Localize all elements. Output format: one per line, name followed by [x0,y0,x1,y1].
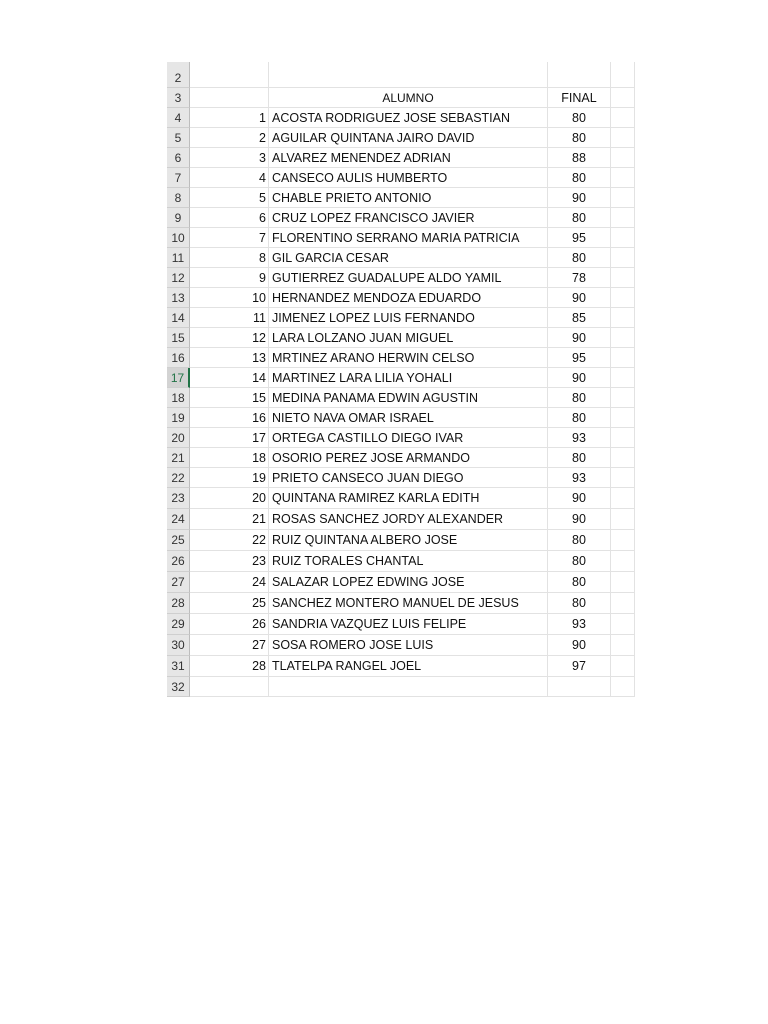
student-name-cell[interactable]: SANDRIA VAZQUEZ LUIS FELIPE [269,614,548,635]
final-grade-cell[interactable]: 90 [548,288,611,308]
student-number-cell[interactable]: 14 [190,368,269,388]
student-rows [167,108,635,677]
cell[interactable] [611,572,635,593]
row-number[interactable]: 27 [167,572,190,593]
cell[interactable] [611,488,635,509]
final-grade-cell[interactable]: 90 [548,368,611,388]
cell[interactable] [611,228,635,248]
student-number-cell[interactable]: 5 [190,188,269,208]
student-number-cell[interactable]: 10 [190,288,269,308]
student-name-cell[interactable]: ALVAREZ MENENDEZ ADRIAN [269,148,548,168]
table-row [167,168,635,188]
final-grade-cell[interactable]: 90 [548,328,611,348]
cell[interactable] [611,635,635,656]
final-grade-cell[interactable]: 97 [548,656,611,677]
row-number[interactable]: 14 [167,308,190,328]
student-number-cell[interactable]: 11 [190,308,269,328]
row-number[interactable]: 24 [167,509,190,530]
student-number-cell[interactable]: 25 [190,593,269,614]
student-number-cell[interactable]: 13 [190,348,269,368]
student-name-cell[interactable]: SOSA ROMERO JOSE LUIS [269,635,548,656]
student-number-cell[interactable]: 6 [190,208,269,228]
final-grade-cell[interactable]: 80 [548,108,611,128]
table-row [167,572,635,593]
cell[interactable] [611,268,635,288]
student-number-cell[interactable]: 17 [190,428,269,448]
final-grade-cell[interactable]: 93 [548,468,611,488]
table-row [167,108,635,128]
cell[interactable] [611,148,635,168]
blank-row [167,68,635,88]
student-number-cell[interactable]: 22 [190,530,269,551]
student-number-cell[interactable]: 28 [190,656,269,677]
row-number[interactable]: 28 [167,593,190,614]
cell[interactable] [611,551,635,572]
row-number[interactable]: 8 [167,188,190,208]
row-number[interactable]: 23 [167,488,190,509]
final-header[interactable]: FINAL [548,88,611,108]
cell[interactable] [611,248,635,268]
cell[interactable] [611,68,635,88]
final-grade-cell[interactable]: 80 [548,208,611,228]
final-grade-cell[interactable]: 80 [548,168,611,188]
student-name-cell[interactable]: ORTEGA CASTILLO DIEGO IVAR [269,428,548,448]
row-number[interactable]: 15 [167,328,190,348]
student-name-cell[interactable]: MARTINEZ LARA LILIA YOHALI [269,368,548,388]
student-name-cell[interactable]: RUIZ QUINTANA ALBERO JOSE [269,530,548,551]
cell[interactable] [190,68,269,88]
student-number-cell[interactable]: 18 [190,448,269,468]
student-number-cell[interactable]: 8 [190,248,269,268]
final-grade-cell[interactable]: 80 [548,593,611,614]
student-number-cell[interactable]: 3 [190,148,269,168]
row-number[interactable]: 11 [167,248,190,268]
empty-last-row [167,677,635,697]
row-number[interactable]: 2 [167,68,190,88]
row-number[interactable]: 18 [167,388,190,408]
student-name-cell[interactable]: PRIETO CANSECO JUAN DIEGO [269,468,548,488]
student-number-cell[interactable]: 4 [190,168,269,188]
cell[interactable] [611,308,635,328]
student-name-cell[interactable]: LARA LOLZANO JUAN MIGUEL [269,328,548,348]
student-name-cell[interactable]: NIETO NAVA OMAR ISRAEL [269,408,548,428]
final-grade-cell[interactable]: 80 [548,530,611,551]
student-number-cell[interactable]: 19 [190,468,269,488]
table-row [167,530,635,551]
cell[interactable] [611,128,635,148]
student-name-cell[interactable]: MRTINEZ ARANO HERWIN CELSO [269,348,548,368]
cell[interactable] [611,188,635,208]
row-number[interactable]: 10 [167,228,190,248]
cell[interactable] [611,168,635,188]
table-row [167,368,635,388]
student-number-cell[interactable]: 12 [190,328,269,348]
student-name-cell[interactable]: MEDINA PANAMA EDWIN AGUSTIN [269,388,548,408]
cell[interactable] [611,448,635,468]
student-number-cell[interactable]: 1 [190,108,269,128]
student-number-cell[interactable]: 9 [190,268,269,288]
student-name-cell[interactable]: OSORIO PEREZ JOSE ARMANDO [269,448,548,468]
final-grade-cell[interactable]: 80 [548,248,611,268]
table-row [167,328,635,348]
final-grade-cell[interactable]: 80 [548,128,611,148]
cell[interactable] [611,677,635,697]
table-row [167,635,635,656]
cell[interactable] [548,68,611,88]
row-number[interactable]: 19 [167,408,190,428]
cell[interactable] [269,677,548,697]
row-number[interactable]: 4 [167,108,190,128]
cell[interactable] [611,408,635,428]
cell[interactable] [611,108,635,128]
final-grade-cell[interactable]: 80 [548,448,611,468]
final-grade-cell[interactable]: 95 [548,348,611,368]
row-number[interactable]: 3 [167,88,190,108]
final-grade-cell[interactable]: 90 [548,635,611,656]
student-name-cell[interactable]: CRUZ LOPEZ FRANCISCO JAVIER [269,208,548,228]
student-name-cell[interactable]: RUIZ TORALES CHANTAL [269,551,548,572]
row-number[interactable]: 7 [167,168,190,188]
row-number[interactable]: 30 [167,635,190,656]
table-row [167,248,635,268]
table-row [167,509,635,530]
final-grade-cell[interactable]: 80 [548,551,611,572]
student-number-cell[interactable]: 7 [190,228,269,248]
table-row [167,448,635,468]
cell[interactable] [190,88,269,108]
table-row [167,148,635,168]
row-number[interactable]: 9 [167,208,190,228]
final-grade-cell[interactable]: 88 [548,148,611,168]
table-row [167,614,635,635]
student-name-cell[interactable]: JIMENEZ LOPEZ LUIS FERNANDO [269,308,548,328]
row-number[interactable]: 22 [167,468,190,488]
cell[interactable] [269,68,548,88]
row-number[interactable]: 26 [167,551,190,572]
row-number[interactable]: 29 [167,614,190,635]
student-name-cell[interactable]: CANSECO AULIS HUMBERTO [269,168,548,188]
cell[interactable] [548,677,611,697]
table-row [167,468,635,488]
student-number-cell[interactable]: 26 [190,614,269,635]
final-grade-cell[interactable]: 85 [548,308,611,328]
row-number[interactable]: 5 [167,128,190,148]
row-number[interactable]: 12 [167,268,190,288]
cell[interactable] [611,288,635,308]
final-grade-cell[interactable]: 90 [548,488,611,509]
row-number[interactable]: 25 [167,530,190,551]
table-row [167,428,635,448]
table-row [167,128,635,148]
cell[interactable] [611,593,635,614]
cell[interactable] [611,388,635,408]
final-grade-cell[interactable]: 93 [548,614,611,635]
cell[interactable] [611,614,635,635]
student-name-cell[interactable]: TLATELPA RANGEL JOEL [269,656,548,677]
row-number[interactable]: 31 [167,656,190,677]
table-row [167,348,635,368]
student-name-cell[interactable]: FLORENTINO SERRANO MARIA PATRICIA [269,228,548,248]
student-number-cell[interactable]: 21 [190,509,269,530]
student-name-cell[interactable]: ACOSTA RODRIGUEZ JOSE SEBASTIAN [269,108,548,128]
table-row [167,288,635,308]
cell[interactable] [611,530,635,551]
table-row [167,188,635,208]
row-number[interactable]: 21 [167,448,190,468]
table-row [167,308,635,328]
student-name-cell[interactable]: QUINTANA RAMIREZ KARLA EDITH [269,488,548,509]
student-name-cell[interactable]: HERNANDEZ MENDOZA EDUARDO [269,288,548,308]
final-grade-cell[interactable]: 80 [548,408,611,428]
student-name-cell[interactable]: AGUILAR QUINTANA JAIRO DAVID [269,128,548,148]
cell[interactable] [611,348,635,368]
student-name-cell[interactable]: SALAZAR LOPEZ EDWING JOSE [269,572,548,593]
student-name-cell[interactable]: GUTIERREZ GUADALUPE ALDO YAMIL [269,268,548,288]
cell[interactable] [611,88,635,108]
student-name-cell[interactable]: GIL GARCIA CESAR [269,248,548,268]
table-row [167,388,635,408]
table-row [167,408,635,428]
cell[interactable] [611,468,635,488]
table-row [167,268,635,288]
final-grade-cell[interactable]: 93 [548,428,611,448]
row-number[interactable]: 17 [167,368,190,388]
row-number[interactable]: 32 [167,677,190,697]
final-grade-cell[interactable]: 95 [548,228,611,248]
row-number[interactable]: 6 [167,148,190,168]
alumno-header[interactable]: ALUMNO [269,88,548,108]
table-row [167,656,635,677]
cell[interactable] [611,428,635,448]
cell[interactable] [611,328,635,348]
cell[interactable] [190,677,269,697]
header-row [167,88,635,108]
table-row [167,593,635,614]
student-number-cell[interactable]: 2 [190,128,269,148]
row-number[interactable]: 20 [167,428,190,448]
student-number-cell[interactable]: 23 [190,551,269,572]
final-grade-cell[interactable]: 80 [548,572,611,593]
student-number-cell[interactable]: 27 [190,635,269,656]
table-row [167,208,635,228]
cell[interactable] [611,509,635,530]
final-grade-cell[interactable]: 78 [548,268,611,288]
cell[interactable] [611,208,635,228]
final-grade-cell[interactable]: 90 [548,509,611,530]
student-name-cell[interactable]: ROSAS SANCHEZ JORDY ALEXANDER [269,509,548,530]
student-number-cell[interactable]: 20 [190,488,269,509]
cell[interactable] [611,368,635,388]
final-grade-cell[interactable]: 80 [548,388,611,408]
student-number-cell[interactable]: 15 [190,388,269,408]
table-row [167,488,635,509]
table-row [167,551,635,572]
final-grade-cell[interactable]: 90 [548,188,611,208]
cell[interactable] [611,656,635,677]
student-name-cell[interactable]: CHABLE PRIETO ANTONIO [269,188,548,208]
student-name-cell[interactable]: SANCHEZ MONTERO MANUEL DE JESUS [269,593,548,614]
student-number-cell[interactable]: 24 [190,572,269,593]
table-row [167,228,635,248]
row-number[interactable]: 16 [167,348,190,368]
student-number-cell[interactable]: 16 [190,408,269,428]
spreadsheet-grid [167,62,635,697]
row-number[interactable]: 13 [167,288,190,308]
